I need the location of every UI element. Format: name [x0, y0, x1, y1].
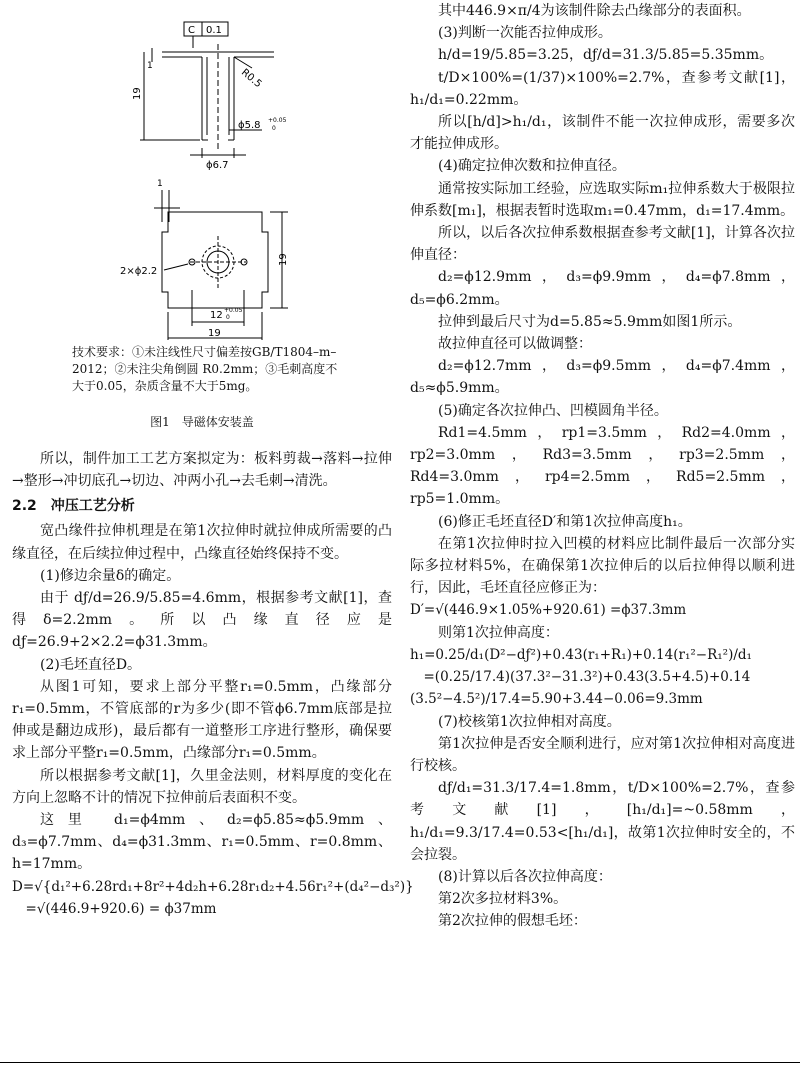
tol-symbol: C: [188, 25, 195, 36]
right-body-text: [410, 0, 795, 933]
tol-value: 0.1: [206, 25, 222, 36]
left-paragraph: D=√{d₁²+6.28rd₁+8r²+4d₂h+6.28r₁d₂+4.56r₁²+(d₄²−d₃²)}: [12, 878, 414, 895]
left-paragraph: 由于 dƒ/d=26.9/5.85=4.6mm，根据参考文献[1]，查得δ=2.2mm。所以凸缘直径应是 dƒ=26.9+2×2.2=ϕ31.3mm。: [12, 590, 392, 651]
outer-dia-label: ϕ6.7: [206, 160, 229, 171]
edge-dim: 1: [157, 179, 163, 189]
right-paragraph: t/D×100%=(1/37)×100%=2.7%，查参考文献[1]，h₁/d₁=0.22mm。: [410, 69, 795, 108]
plate-width: 19: [208, 328, 221, 339]
holes-label: 2×ϕ2.2: [120, 266, 158, 277]
inner-dia-tol-lower: 0: [272, 125, 276, 132]
left-paragraph: 所以根据参考文献[1]，久里金法则，材料厚度的变化在方向上忽略不计的情况下拉伸前后表面积不变。: [12, 767, 392, 806]
right-paragraph: (5)确定各次拉伸凸、凹模圆角半径。: [438, 402, 668, 419]
right-paragraph: 通常按实际加工经验，应选取实际m₁拉伸系数大于极限拉伸系数[m₁]，根据表暂时选取m₁=0.47mm，d₁=17.4mm。: [410, 180, 795, 219]
slot-width: 12: [210, 310, 223, 321]
right-paragraph: dƒ/d₁=31.3/17.4=1.8mm，t/D×100%=2.7%，查参考文献[1]，[h₁/d₁]=~0.58mm，h₁/d₁=9.3/17.4=0.53<[h₁/d₁]，故第1次拉伸时安全的，不会拉裂。: [410, 780, 795, 863]
left-paragraph: (2)毛坯直径D。: [40, 656, 142, 673]
right-paragraph: (6)修正毛坯直径D′和第1次拉伸高度h₁。: [438, 513, 692, 530]
right-paragraph: 其中446.9×π/4为该制件除去凸缘部分的表面积。: [438, 3, 751, 19]
left-column: [12, 0, 414, 920]
slot-tol-upper: +0.05: [224, 307, 243, 314]
right-paragraph: Rd1=4.5mm，rp1=3.5mm，Rd2=4.0mm，rp2=3.0mm，Rd3=3.5mm，rp3=2.5mm，Rd4=3.0mm，rp4=2.5mm，Rd5=2.5mm，rp5=1.0mm。: [410, 424, 795, 508]
right-paragraph: (8)计算以后各次拉伸高度：: [438, 868, 612, 885]
right-paragraph: 第1次拉伸是否安全顺利进行，应对第1次拉伸相对高度进行校核。: [410, 735, 795, 774]
figure-1: [12, 0, 392, 340]
plate-height: 19: [278, 253, 289, 266]
technical-note: 技术要求：①未注线性尺寸偏差按GB/T1804–m–2012；②未注尖角倒圆 R0.2mm；③毛刺高度不大于0.05，杂质含量不大于5mg。: [72, 345, 338, 393]
left-paragraph: =√(446.9+920.6) = ϕ37mm: [12, 900, 217, 917]
left-paragraph: 宽凸缘件拉伸机理是在第1次拉伸时就拉伸成所需要的凸缘直径，在后续拉伸过程中，凸缘直径始终保持不变。: [12, 523, 392, 562]
left-paragraph: 所以，制件加工工艺方案拟定为：板料剪裁→落料→拉伸→整形→冲切底孔→切边、冲两小孔→去毛刺→清洗。: [12, 451, 392, 490]
right-column: [410, 0, 795, 933]
right-paragraph: (4)确定拉伸次数和拉伸直径。: [438, 158, 626, 175]
right-paragraph: (7)校核第1次拉伸相对高度。: [438, 713, 621, 730]
right-paragraph: 在第1次拉伸时拉入凹模的材料应比制件最后一次部分实际多拉材料5%，在确保第1次拉伸后的以后拉伸得以顺利进行，因此，毛坯直径应修正为：: [410, 535, 795, 597]
left-paragraph: 从图1可知，要求上部分平整r₁=0.5mm，凸缘部分r₁=0.5mm，不管底部的r为多少(即不管ϕ6.7mm底部是拉伸或是翻边成形)，最后都有一道整形工序进行整形，确保要求上部分平整r₁=0.5mm，凸缘部分r₁=0.5mm。: [12, 678, 392, 762]
slot-tol-lower: 0: [226, 314, 230, 321]
page-footer-rule: [0, 1062, 800, 1063]
inner-dia-tol-upper: +0.05: [268, 117, 287, 124]
right-paragraph: 故拉伸直径可以做调整：: [438, 336, 592, 353]
right-paragraph: 第2次拉伸的假想毛坯：: [438, 913, 587, 930]
right-paragraph: 拉伸到最后尺寸为d=5.85≈5.9mm如图1所示。: [438, 313, 742, 330]
right-paragraph: D′=√(446.9×1.05%+920.61) =ϕ37.3mm: [410, 602, 687, 619]
right-paragraph: 第2次多拉材料3%。: [438, 891, 568, 908]
right-paragraph: =(0.25/17.4)(37.3²−31.3²)+0.43(3.5+4.5)+0.14: [410, 669, 751, 686]
right-paragraph: 所以，以后各次拉伸系数根据查参考文献[1]，计算各次拉伸直径：: [410, 225, 795, 264]
left-paragraph: 这里 d₁=ϕ4mm、d₂=ϕ5.85≈ϕ5.9mm、d₃=ϕ7.7mm、d₄=ϕ31.3mm、r₁=0.5mm、r=0.8mm、h=17mm。: [12, 812, 392, 873]
flange-thickness: 1: [147, 61, 153, 71]
right-paragraph: h/d=19/5.85=3.25，dƒ/d=31.3/5.85=5.35mm。: [438, 47, 774, 64]
left-paragraph: (1)修边余量δ的确定。: [40, 567, 181, 584]
right-paragraph: d₂=ϕ12.9mm，d₃=ϕ9.9mm，d₄=ϕ7.8mm，d₅=ϕ6.2mm。: [410, 269, 795, 308]
figure-caption: 图1 导磁体安装盖: [150, 415, 254, 429]
drawing: [12, 0, 392, 340]
right-paragraph: (3.5²−4.5²)/17.4=5.90+3.44−0.06=9.3mm: [410, 691, 703, 708]
radius-label: R0.5: [238, 67, 264, 91]
inner-dia-label: ϕ5.8: [238, 120, 261, 131]
right-paragraph: (3)判断一次能否拉伸成形。: [438, 25, 612, 42]
left-body-text: [12, 448, 414, 920]
right-paragraph: h₁=0.25/d₁(D²−dƒ²)+0.43(r₁+R₁)+0.14(r₁²−R₁²)/d₁: [410, 646, 752, 663]
right-paragraph: 则第1次拉伸高度：: [438, 624, 559, 641]
height-label: 19: [132, 87, 143, 100]
right-paragraph: 所以[h/d]>h₁/d₁，该制件不能一次拉伸成形，需要多次才能拉伸成形。: [410, 114, 795, 153]
left-paragraph: 2.2 冲压工艺分析: [12, 498, 135, 515]
right-paragraph: d₂=ϕ12.7mm，d₃=ϕ9.5mm，d₄=ϕ7.4mm，d₅≈ϕ5.9mm。: [410, 358, 795, 397]
